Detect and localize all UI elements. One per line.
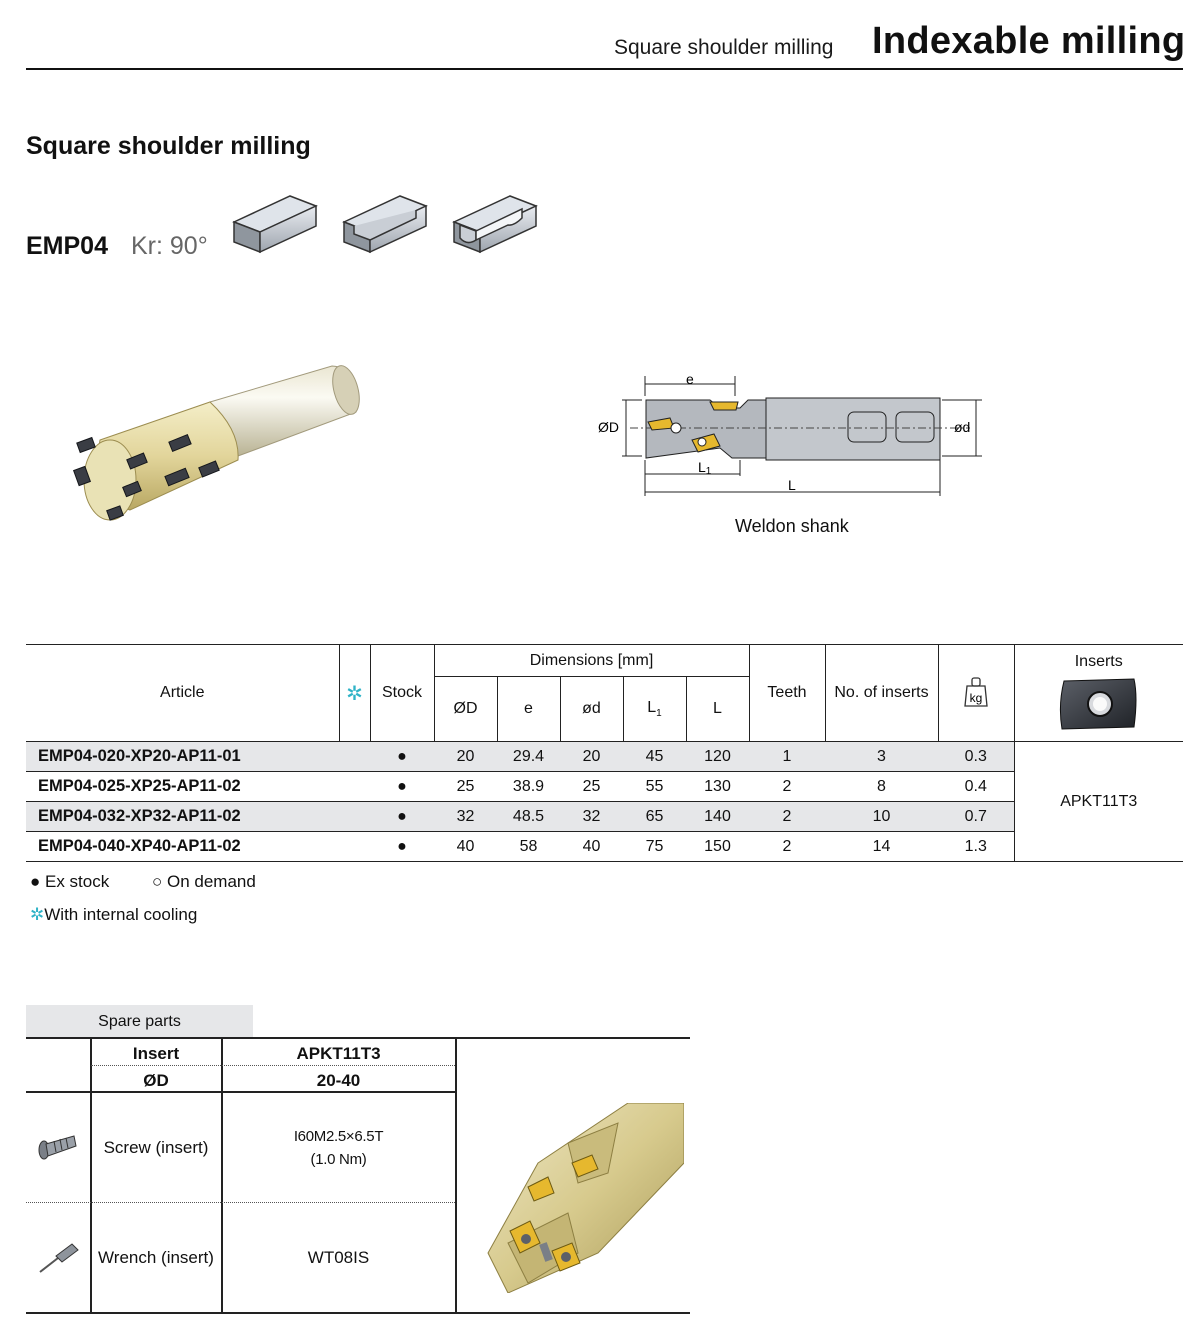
screw-value: I60M2.5×6.5T bbox=[293, 1128, 384, 1145]
wrench-icon bbox=[36, 1240, 82, 1276]
cooling-icon: ✲ bbox=[30, 905, 45, 924]
article-table bbox=[26, 644, 1183, 862]
screw-torque: (1.0 Nm) bbox=[310, 1151, 367, 1168]
inserts-header-label: Inserts bbox=[1074, 653, 1123, 670]
L-cell: 150 bbox=[686, 832, 749, 862]
weight-cell: 0.7 bbox=[938, 802, 1014, 832]
D-cell: 40 bbox=[434, 832, 497, 862]
screw-label: Screw (insert) bbox=[103, 1138, 209, 1157]
legend-cooling: ✲With internal cooling bbox=[30, 905, 198, 924]
e-cell: 38.9 bbox=[497, 772, 560, 802]
L1-cell: 65 bbox=[623, 802, 686, 832]
dim-d-label: ød bbox=[954, 419, 971, 435]
D-cell: 25 bbox=[434, 772, 497, 802]
article-cell: EMP04-032-XP32-AP11-02 bbox=[26, 802, 339, 832]
L1-cell: 55 bbox=[623, 772, 686, 802]
L1-cell: 45 bbox=[623, 742, 686, 772]
teeth-cell: 1 bbox=[749, 742, 825, 772]
col-inserts-count: No. of inserts bbox=[825, 645, 938, 742]
L-cell: 120 bbox=[686, 742, 749, 772]
weight-cell: 1.3 bbox=[938, 832, 1014, 862]
legend-ex-stock: ● Ex stock bbox=[30, 872, 110, 891]
kr-angle: Kr: 90° bbox=[131, 232, 208, 260]
insert-name-cell: APKT11T3 bbox=[1014, 742, 1183, 862]
tool-render bbox=[70, 360, 370, 530]
col-inserts bbox=[1014, 645, 1183, 742]
d-cell: 25 bbox=[560, 772, 623, 802]
col-weight bbox=[938, 645, 1014, 742]
col-D: ØD bbox=[434, 677, 497, 742]
shoulder-block-icon bbox=[344, 196, 426, 252]
spare-d-label: ØD bbox=[143, 1071, 169, 1090]
inserts-count-cell: 8 bbox=[825, 772, 938, 802]
weight-cell: 0.4 bbox=[938, 772, 1014, 802]
dim-e-label: e bbox=[686, 372, 694, 387]
col-L: L bbox=[686, 677, 749, 742]
stock-cell: ● bbox=[370, 772, 434, 802]
teeth-cell: 2 bbox=[749, 832, 825, 862]
product-code: EMP04 bbox=[26, 232, 108, 260]
legend-on-demand: ○ On demand bbox=[152, 872, 256, 891]
dim-L-label: L bbox=[788, 477, 796, 493]
col-teeth: Teeth bbox=[749, 645, 825, 742]
L-cell: 140 bbox=[686, 802, 749, 832]
slot-block-icon bbox=[454, 196, 536, 252]
col-dimensions: Dimensions [mm] bbox=[434, 645, 749, 677]
wrench-value: WT08IS bbox=[307, 1248, 370, 1267]
spare-bottom-rule bbox=[26, 1312, 690, 1314]
table-row bbox=[26, 832, 1183, 862]
dim-D-label: ØD bbox=[598, 419, 619, 435]
spare-tool-render bbox=[468, 1103, 684, 1293]
stock-cell: ● bbox=[370, 832, 434, 862]
spare-insert-value: APKT11T3 bbox=[296, 1044, 381, 1063]
article-cell: EMP04-020-XP20-AP11-01 bbox=[26, 742, 339, 772]
wrench-label: Wrench (insert) bbox=[98, 1248, 214, 1267]
header-subtitle: Square shoulder milling bbox=[614, 36, 834, 59]
col-e: e bbox=[497, 677, 560, 742]
teeth-cell: 2 bbox=[749, 802, 825, 832]
tool-drawing bbox=[590, 372, 990, 502]
inserts-count-cell: 14 bbox=[825, 832, 938, 862]
screw-icon bbox=[36, 1130, 80, 1164]
spare-d-value: 20-40 bbox=[316, 1071, 361, 1090]
inserts-count-cell: 10 bbox=[825, 802, 938, 832]
block-icon bbox=[234, 196, 316, 252]
header-title: Indexable milling bbox=[872, 20, 1186, 62]
table-row bbox=[26, 742, 1183, 772]
weight-cell: 0.3 bbox=[938, 742, 1014, 772]
e-cell: 29.4 bbox=[497, 742, 560, 772]
col-d: ød bbox=[560, 677, 623, 742]
insert-image bbox=[1058, 677, 1140, 731]
article-cell: EMP04-025-XP25-AP11-02 bbox=[26, 772, 339, 802]
d-cell: 20 bbox=[560, 742, 623, 772]
svg-text:kg: kg bbox=[969, 690, 983, 705]
teeth-cell: 2 bbox=[749, 772, 825, 802]
spare-top-rule bbox=[26, 1037, 690, 1039]
spare-insert-label: Insert bbox=[132, 1044, 180, 1063]
header-divider bbox=[26, 68, 1183, 70]
drawing-caption: Weldon shank bbox=[735, 516, 849, 536]
weight-icon bbox=[963, 674, 989, 708]
table-row bbox=[26, 802, 1183, 832]
stock-cell: ● bbox=[370, 742, 434, 772]
workpiece-icons bbox=[230, 190, 550, 260]
table-row bbox=[26, 772, 1183, 802]
L-cell: 130 bbox=[686, 772, 749, 802]
col-L1: $L_1$ bbox=[623, 677, 686, 742]
e-cell: 58 bbox=[497, 832, 560, 862]
dim-L1-label: L1 bbox=[698, 459, 712, 477]
col-article: Article bbox=[26, 645, 339, 742]
D-cell: 20 bbox=[434, 742, 497, 772]
e-cell: 48.5 bbox=[497, 802, 560, 832]
inserts-count-cell: 3 bbox=[825, 742, 938, 772]
d-cell: 40 bbox=[560, 832, 623, 862]
L1-cell: 75 bbox=[623, 832, 686, 862]
spare-parts-tab: Spare parts bbox=[26, 1005, 253, 1037]
stock-cell: ● bbox=[370, 802, 434, 832]
article-cell: EMP04-040-XP40-AP11-02 bbox=[26, 832, 339, 862]
col-stock: Stock bbox=[370, 645, 434, 742]
D-cell: 32 bbox=[434, 802, 497, 832]
d-cell: 32 bbox=[560, 802, 623, 832]
section-title: Square shoulder milling bbox=[26, 132, 311, 160]
cooling-icon: ✲ bbox=[339, 645, 370, 742]
